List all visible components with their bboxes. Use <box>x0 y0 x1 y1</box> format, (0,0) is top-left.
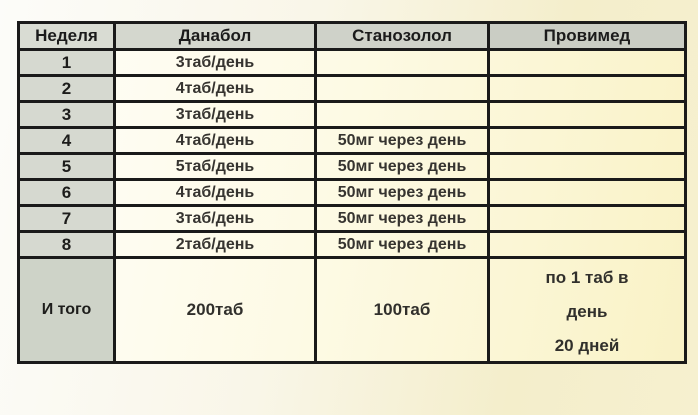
stanozolol-dose-cell: 50мг через день <box>316 232 489 258</box>
danabol-dose-cell: 3таб/день <box>115 206 316 232</box>
table-row <box>19 128 686 154</box>
table-row <box>19 76 686 102</box>
provimed-dose-cell <box>489 102 686 128</box>
week-number-cell: 5 <box>19 154 115 180</box>
provimed-dose-cell <box>489 232 686 258</box>
week-number-cell: 1 <box>19 50 115 76</box>
week-number-cell: 3 <box>19 102 115 128</box>
week-number-cell: 7 <box>19 206 115 232</box>
week-number-cell: 6 <box>19 180 115 206</box>
stanozolol-dose-cell: 50мг через день <box>316 180 489 206</box>
totals-danabol-cell: 200таб <box>115 258 316 363</box>
table-row <box>19 232 686 258</box>
provimed-total-line: день <box>566 302 608 321</box>
provimed-total-lines <box>490 259 684 361</box>
column-header-provimed: Провимед <box>489 23 686 50</box>
totals-stanozolol-cell: 100таб <box>316 258 489 363</box>
danabol-dose-cell: 5таб/день <box>115 154 316 180</box>
stanozolol-dose-cell <box>316 50 489 76</box>
stanozolol-dose-cell: 50мг через день <box>316 154 489 180</box>
table-row <box>19 206 686 232</box>
danabol-dose-cell: 4таб/день <box>115 180 316 206</box>
week-number-cell: 8 <box>19 232 115 258</box>
column-header-stanozolol: Станозолол <box>316 23 489 50</box>
stanozolol-dose-cell: 50мг через день <box>316 128 489 154</box>
totals-row <box>19 258 686 363</box>
provimed-dose-cell <box>489 128 686 154</box>
provimed-total-line: 20 дней <box>554 336 620 355</box>
provimed-dose-cell <box>489 76 686 102</box>
table-row <box>19 154 686 180</box>
provimed-total-line: по 1 таб в <box>545 268 629 287</box>
provimed-dose-cell <box>489 154 686 180</box>
danabol-dose-cell: 3таб/день <box>115 50 316 76</box>
totals-label-cell: И того <box>19 258 115 363</box>
provimed-dose-cell <box>489 180 686 206</box>
column-header-danabol: Данабол <box>115 23 316 50</box>
danabol-dose-cell: 3таб/день <box>115 102 316 128</box>
stanozolol-dose-cell <box>316 76 489 102</box>
cycle-dosage-table <box>17 21 687 364</box>
week-number-cell: 2 <box>19 76 115 102</box>
table-row <box>19 102 686 128</box>
week-number-cell: 4 <box>19 128 115 154</box>
stanozolol-dose-cell: 50мг через день <box>316 206 489 232</box>
table-row <box>19 50 686 76</box>
danabol-dose-cell: 4таб/день <box>115 76 316 102</box>
table-header-row <box>19 23 686 50</box>
provimed-dose-cell <box>489 206 686 232</box>
column-header-week: Неделя <box>19 23 115 50</box>
dosage-table-container <box>17 21 687 364</box>
danabol-dose-cell: 4таб/день <box>115 128 316 154</box>
table-row <box>19 180 686 206</box>
stanozolol-dose-cell <box>316 102 489 128</box>
danabol-dose-cell: 2таб/день <box>115 232 316 258</box>
totals-provimed-cell <box>489 258 686 363</box>
provimed-dose-cell <box>489 50 686 76</box>
